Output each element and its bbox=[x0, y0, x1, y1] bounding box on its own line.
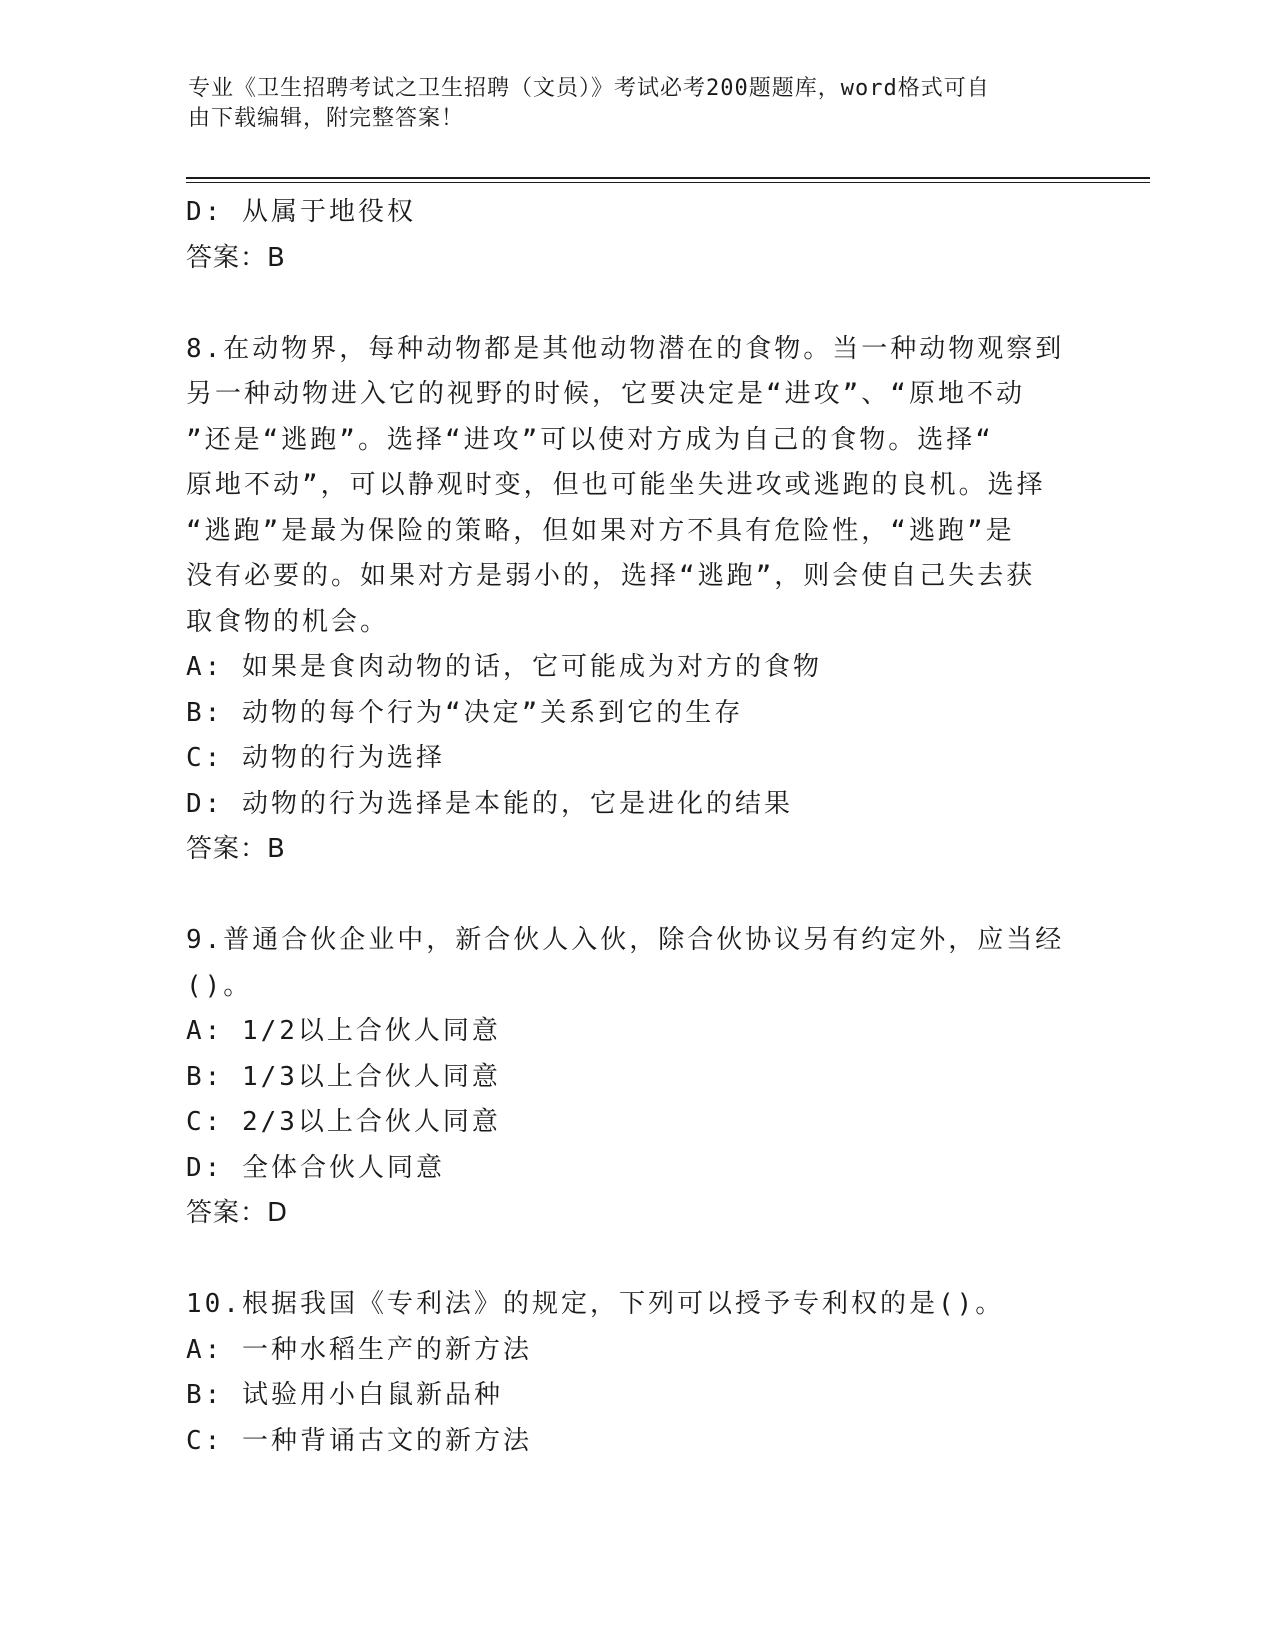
option-b: B: 动物的每个行为“决定”关系到它的生存 bbox=[186, 697, 744, 728]
spacer bbox=[186, 281, 1066, 327]
spacer bbox=[186, 1237, 1066, 1283]
answer-label: 答案：B bbox=[186, 242, 286, 273]
option-d: D: 从属于地役权 bbox=[186, 197, 416, 227]
question-stem-line: “逃跑”是最为保险的策略，但如果对方不具有危险性，“逃跑”是 bbox=[186, 515, 1015, 546]
header-line-2: 由下载编辑，附完整答案！ bbox=[188, 106, 465, 131]
question-stem-line: 9.普通合伙企业中，新合伙人入伙，除合伙协议另有约定外，应当经 bbox=[186, 925, 1065, 955]
header-line-1: 专业《卫生招聘考试之卫生招聘（文员）》考试必考200题题库，word格式可自 bbox=[188, 76, 990, 101]
document-header bbox=[188, 74, 1068, 134]
header-rule-thick bbox=[186, 177, 1150, 179]
answer-label: 答案：B bbox=[186, 834, 286, 864]
option-c: C: 2/3以上合伙人同意 bbox=[186, 1107, 501, 1137]
option-b: B: 1/3以上合伙人同意 bbox=[186, 1061, 501, 1092]
question-8 bbox=[186, 327, 1066, 873]
option-c: C: 动物的行为选择 bbox=[186, 743, 445, 773]
answer-label: 答案：D bbox=[186, 1198, 289, 1228]
option-c: C: 一种背诵古文的新方法 bbox=[186, 1425, 532, 1456]
question-stem-line: 另一种动物进入它的视野的时候，它要决定是“进攻”、“原地不动 bbox=[186, 379, 1025, 409]
option-a: A: 如果是食肉动物的话，它可能成为对方的食物 bbox=[186, 652, 822, 682]
option-d: D: 全体合伙人同意 bbox=[186, 1152, 445, 1183]
question-stem-line: 10.根据我国《专利法》的规定，下列可以授予专利权的是()。 bbox=[186, 1289, 1005, 1319]
question-content bbox=[186, 190, 1066, 1464]
question-stem-line: 原地不动”，可以静观时变，但也可能坐失进攻或逃跑的良机。选择 bbox=[186, 470, 1046, 500]
question-stem-line: 取食物的机会。 bbox=[186, 606, 390, 637]
question-stem-line: 8.在动物界，每种动物都是其他动物潜在的食物。当一种动物观察到 bbox=[186, 333, 1065, 364]
option-a: A: 一种水稻生产的新方法 bbox=[186, 1334, 532, 1365]
question-7-tail bbox=[186, 190, 1066, 281]
question-stem-line: 没有必要的。如果对方是弱小的，选择“逃跑”，则会使自己失去获 bbox=[186, 561, 1036, 591]
option-a: A: 1/2以上合伙人同意 bbox=[186, 1016, 501, 1046]
question-9 bbox=[186, 918, 1066, 1237]
option-b: B: 试验用小白鼠新品种 bbox=[186, 1380, 503, 1410]
header-rule-thin bbox=[186, 182, 1150, 183]
question-stem-line: ()。 bbox=[186, 970, 253, 1001]
option-d: D: 动物的行为选择是本能的，它是进化的结果 bbox=[186, 788, 793, 819]
question-10 bbox=[186, 1282, 1066, 1464]
spacer bbox=[186, 873, 1066, 919]
question-stem-line: ”还是“逃跑”。选择“进攻”可以使对方成为自己的食物。选择“ bbox=[186, 424, 994, 455]
